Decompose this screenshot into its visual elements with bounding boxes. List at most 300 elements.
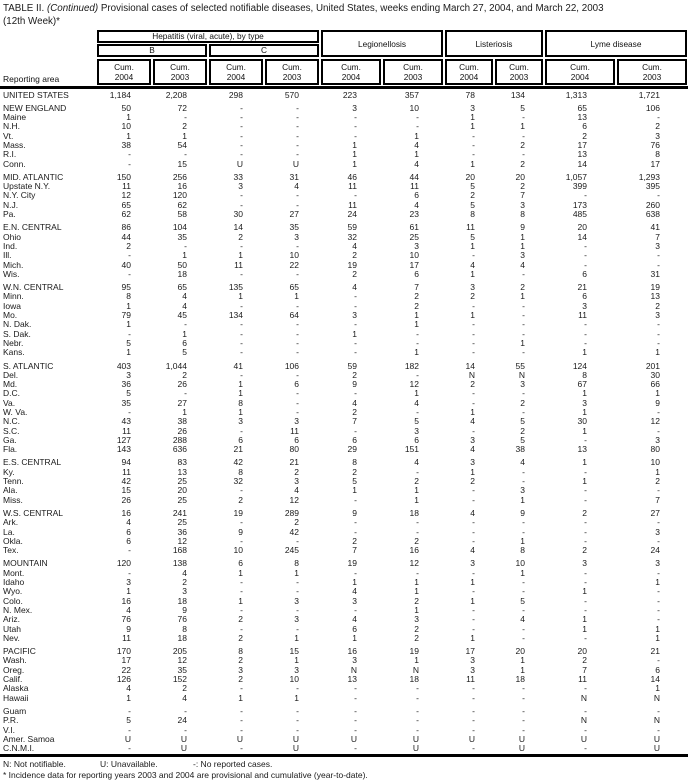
data-cell: 6	[414, 268, 419, 279]
data-cell: 22	[121, 664, 131, 675]
data-cell: 1	[294, 655, 299, 666]
data-cell: 1	[520, 567, 525, 578]
data-cell: 7	[582, 664, 587, 675]
data-cell: -	[657, 425, 660, 436]
col-header-cum-2003: Cum. 2003	[617, 59, 687, 85]
data-cell: -	[296, 199, 299, 210]
row-label: N.Y. City	[3, 191, 36, 201]
data-cell: 3	[470, 282, 475, 293]
row-label: N.J.	[3, 200, 19, 210]
data-cell: -	[354, 526, 357, 537]
data-cell: -	[472, 397, 475, 408]
data-cell: -	[354, 337, 357, 348]
data-cell: -	[240, 240, 243, 251]
data-cell: 3	[655, 434, 660, 445]
data-cell: 2	[520, 158, 525, 169]
data-cell: 83	[177, 457, 187, 468]
data-cell: -	[296, 190, 299, 201]
data-cell: 4	[470, 507, 475, 518]
data-cell: 2	[414, 632, 419, 643]
data-cell: 2	[352, 250, 357, 261]
data-cell: -	[416, 526, 419, 537]
data-cell: 21	[577, 282, 587, 293]
row-label: Wash.	[3, 656, 27, 666]
data-cell: 1	[414, 388, 419, 399]
data-cell: -	[354, 604, 357, 615]
data-cell: -	[472, 347, 475, 358]
data-cell: 35	[177, 664, 187, 675]
data-cell: 9	[520, 507, 525, 518]
data-cell: 9	[182, 604, 187, 615]
data-cell: 3	[655, 130, 660, 141]
legend-not-notifiable: N: Not notifiable.	[3, 759, 66, 770]
data-cell: -	[240, 190, 243, 201]
data-cell: 5	[126, 388, 131, 399]
data-cell: -	[240, 715, 243, 726]
data-cell: 27	[289, 209, 299, 220]
data-cell: 2,208	[165, 89, 187, 100]
col-header-cum-2004: Cum. 2004	[545, 59, 615, 85]
data-cell: 21	[650, 646, 660, 657]
data-cell: 5	[352, 476, 357, 487]
data-cell: -	[522, 692, 525, 703]
data-cell: 1	[352, 139, 357, 150]
data-cell: 17	[465, 646, 475, 657]
data-cell: 11	[348, 199, 357, 210]
data-cell: 3	[352, 595, 357, 606]
data-cell: -	[657, 535, 660, 546]
data-cell: 1	[470, 158, 475, 169]
data-cell: 6	[414, 434, 419, 445]
data-cell: N	[518, 369, 525, 380]
data-cell: 4	[470, 545, 475, 556]
data-cell: -	[184, 388, 187, 399]
data-cell: U	[236, 733, 243, 744]
data-cell: -	[472, 425, 475, 436]
data-cell: 4	[126, 517, 131, 528]
data-cell: -	[416, 683, 419, 694]
data-cell: -	[354, 567, 357, 578]
data-cell: -	[416, 724, 419, 735]
data-cell: -	[354, 291, 357, 302]
data-cell: -	[240, 139, 243, 150]
data-cell: -	[128, 158, 131, 169]
data-cell: -	[240, 121, 243, 132]
data-cell: 9	[238, 526, 243, 537]
data-cell: -	[472, 517, 475, 528]
data-cell: -	[584, 595, 587, 606]
data-cell: 38	[121, 139, 131, 150]
data-cell: -	[240, 130, 243, 141]
row-label: Ala.	[3, 486, 18, 496]
data-cell: -	[128, 268, 131, 279]
data-cell: 1,313	[565, 89, 587, 100]
data-cell: -	[522, 724, 525, 735]
data-cell: -	[240, 300, 243, 311]
data-cell: 1	[414, 604, 419, 615]
col-header-cum-2004: Cum. 2004	[321, 59, 381, 85]
data-cell: -	[128, 149, 131, 160]
data-cell: 26	[177, 379, 187, 390]
row-label: Hawaii	[3, 693, 29, 703]
data-cell: 2	[414, 595, 419, 606]
row-label: Upstate N.Y.	[3, 182, 51, 192]
data-cell: -	[240, 369, 243, 380]
row-label: P.R.	[3, 716, 19, 726]
data-cell: 13	[577, 112, 587, 123]
data-cell: -	[657, 517, 660, 528]
data-cell: -	[472, 604, 475, 615]
row-label: Oreg.	[3, 665, 25, 675]
data-cell: 6	[352, 623, 357, 634]
data-cell: 2	[238, 231, 243, 242]
data-cell: -	[584, 632, 587, 643]
data-cell: -	[184, 149, 187, 160]
data-cell: 1	[582, 425, 587, 436]
data-cell: U	[292, 743, 299, 754]
data-cell: 12	[409, 379, 419, 390]
data-cell: 1	[352, 485, 357, 496]
data-cell: -	[416, 705, 419, 716]
data-cell: N	[412, 664, 419, 675]
data-cell: 17	[121, 655, 131, 666]
data-cell: U	[653, 733, 660, 744]
data-cell: 2	[582, 130, 587, 141]
data-cell: -	[128, 407, 131, 417]
data-cell: -	[472, 705, 475, 716]
data-cell: 1	[414, 655, 419, 666]
data-cell: 6	[655, 664, 660, 675]
data-cell: 62	[177, 199, 187, 210]
data-cell: 10	[233, 545, 243, 556]
table-row	[0, 91, 688, 100]
data-cell: 2	[126, 240, 131, 251]
data-cell: -	[522, 112, 525, 123]
data-cell: -	[240, 623, 243, 634]
data-cell: -	[584, 319, 587, 330]
data-cell: -	[296, 397, 299, 408]
data-cell: -	[584, 259, 587, 270]
data-cell: U	[518, 733, 525, 744]
data-cell: 1,293	[638, 171, 660, 182]
col-header-cum-2004: Cum. 2004	[97, 59, 151, 85]
data-cell: 13	[347, 674, 357, 685]
data-cell: 1	[294, 291, 299, 302]
data-cell: -	[296, 102, 299, 113]
data-cell: 2	[414, 300, 419, 311]
row-label: Ark.	[3, 518, 19, 528]
data-cell: 15	[289, 646, 299, 657]
data-cell: 134	[228, 310, 243, 321]
data-cell: -	[657, 567, 660, 578]
data-cell: 17	[650, 158, 660, 169]
row-label: W.N. CENTRAL	[3, 283, 64, 293]
data-cell: 25	[177, 476, 187, 487]
data-cell: 5	[470, 181, 475, 192]
data-cell: 5	[126, 337, 131, 348]
data-cell: -	[522, 466, 525, 477]
data-cell: 143	[116, 444, 131, 455]
data-cell: 6	[182, 337, 187, 348]
data-cell: 31	[289, 171, 299, 182]
row-label: Minn.	[3, 292, 24, 302]
data-cell: 17	[577, 139, 587, 150]
data-cell: 1	[470, 310, 475, 321]
data-cell: N	[653, 692, 660, 703]
data-cell: 8	[470, 209, 475, 220]
col-header-cum-2003: Cum. 2003	[495, 59, 543, 85]
data-cell: 8	[126, 291, 131, 302]
data-cell: 8	[520, 209, 525, 220]
data-cell: 11	[122, 425, 131, 436]
data-cell: 20	[177, 485, 187, 496]
data-cell: -	[584, 485, 587, 496]
table-row	[0, 348, 688, 357]
data-cell: -	[522, 577, 525, 588]
data-cell: 59	[347, 360, 357, 371]
data-cell: 12	[289, 494, 299, 505]
data-cell: 1	[520, 121, 525, 132]
data-cell: 13	[577, 149, 587, 160]
data-cell: 35	[177, 231, 187, 242]
row-label: Pa.	[3, 210, 16, 220]
data-cell: 19	[650, 282, 660, 293]
data-cell: 4	[182, 692, 187, 703]
data-cell: 19	[347, 558, 357, 569]
table-body	[0, 89, 688, 754]
data-cell: 4	[352, 397, 357, 408]
data-cell: 5	[182, 347, 187, 358]
data-cell: 127	[116, 434, 131, 445]
data-cell: 95	[121, 282, 131, 293]
data-cell: 1	[582, 476, 587, 487]
data-cell: -	[522, 310, 525, 321]
data-cell: 1	[238, 388, 243, 399]
data-cell: 3	[126, 577, 131, 588]
data-cell: 65	[289, 282, 299, 293]
data-cell: 3	[238, 664, 243, 675]
data-cell: 636	[172, 444, 187, 455]
data-cell: 24	[177, 715, 187, 726]
footnotes	[0, 757, 688, 780]
data-cell: -	[522, 268, 525, 279]
data-cell: 3	[294, 231, 299, 242]
row-label: NEW ENGLAND	[3, 103, 67, 113]
data-cell: -	[522, 347, 525, 358]
data-cell: -	[240, 112, 243, 123]
data-cell: 1	[126, 300, 131, 311]
data-cell: 80	[289, 444, 299, 455]
data-cell: 29	[347, 444, 357, 455]
data-cell: 26	[121, 494, 131, 505]
data-cell: 50	[177, 259, 187, 270]
data-cell: 5	[414, 416, 419, 427]
data-cell: -	[584, 250, 587, 261]
data-cell: 5	[520, 434, 525, 445]
data-cell: -	[472, 715, 475, 726]
data-cell: -	[472, 388, 475, 399]
data-cell: 1	[470, 595, 475, 606]
data-cell: 25	[177, 517, 187, 528]
data-cell: U	[653, 743, 660, 754]
data-cell: -	[354, 683, 357, 694]
table-row	[0, 496, 688, 505]
data-cell: U	[292, 158, 299, 169]
data-cell: 7	[352, 416, 357, 427]
row-label: N. Dak.	[3, 320, 32, 330]
data-cell: -	[128, 545, 131, 556]
data-cell: -	[296, 369, 299, 380]
data-cell: -	[296, 300, 299, 311]
data-cell: -	[416, 567, 419, 578]
data-cell: 3	[520, 199, 525, 210]
data-cell: 4	[352, 240, 357, 251]
data-cell: 30	[233, 209, 243, 220]
data-cell: 4	[414, 139, 419, 150]
data-cell: 298	[228, 89, 243, 100]
data-cell: 168	[172, 545, 187, 556]
row-label: R.I.	[3, 150, 17, 160]
data-cell: 205	[172, 646, 187, 657]
row-label: Amer. Samoa	[3, 734, 55, 744]
row-label: Okla.	[3, 536, 23, 546]
data-cell: -	[657, 190, 660, 201]
data-cell: -	[240, 347, 243, 358]
data-cell: 3	[582, 558, 587, 569]
col-group-legionellosis: Legionellosis	[321, 30, 443, 57]
data-cell: 13	[650, 291, 660, 302]
data-cell: 1	[520, 240, 525, 251]
footnote-asterisk: * Incidence data for reporting years 2003 and 2004 are provisional and cumulative (year-to-date).	[3, 769, 368, 780]
data-cell: -	[657, 328, 660, 339]
data-cell: 36	[121, 379, 131, 390]
data-cell: -	[128, 724, 131, 735]
data-cell: 2	[182, 369, 187, 380]
data-cell: -	[296, 149, 299, 160]
data-cell: -	[296, 604, 299, 615]
data-cell: 1	[352, 158, 357, 169]
data-cell: -	[184, 724, 187, 735]
data-cell: 18	[409, 507, 419, 518]
data-cell: -	[296, 724, 299, 735]
data-cell: 1	[352, 149, 357, 160]
row-label: Idaho	[3, 578, 25, 588]
data-cell: 35	[121, 397, 131, 408]
row-label: MID. ATLANTIC	[3, 172, 64, 182]
data-cell: 2	[352, 535, 357, 546]
data-cell: -	[296, 130, 299, 141]
data-cell: 2	[352, 268, 357, 279]
data-cell: -	[240, 705, 243, 716]
data-cell: 22	[289, 259, 299, 270]
data-cell: 35	[289, 222, 299, 233]
data-cell: -	[296, 240, 299, 251]
title-week: (12th Week)*	[3, 15, 60, 27]
col-group-hep-b: B	[97, 44, 207, 57]
data-cell: 9	[352, 379, 357, 390]
data-cell: -	[354, 112, 357, 123]
data-cell: 4	[182, 300, 187, 311]
data-cell: 14	[577, 158, 587, 169]
data-cell: 4	[126, 604, 131, 615]
data-cell: -	[472, 724, 475, 735]
data-cell: 2	[414, 623, 419, 634]
data-cell: 67	[577, 379, 587, 390]
data-cell: 3	[582, 397, 587, 408]
data-cell: 1	[582, 623, 587, 634]
data-cell: U	[180, 733, 187, 744]
data-cell: -	[240, 724, 243, 735]
data-cell: 106	[284, 360, 299, 371]
data-cell: U	[350, 733, 357, 744]
data-cell: 4	[126, 683, 131, 694]
data-cell: -	[657, 595, 660, 606]
data-cell: -	[657, 586, 660, 597]
data-cell: 3	[520, 379, 525, 390]
data-cell: -	[240, 683, 243, 694]
data-cell: 1,721	[638, 89, 660, 100]
data-cell: -	[472, 614, 475, 625]
row-label: Maine	[3, 113, 27, 123]
data-cell: 1	[470, 407, 475, 417]
row-label: E.N. CENTRAL	[3, 223, 62, 233]
data-cell: -	[522, 715, 525, 726]
data-cell: 2	[238, 632, 243, 643]
data-cell: -	[416, 517, 419, 528]
data-cell: 2	[238, 655, 243, 666]
data-cell: 19	[347, 259, 357, 270]
data-cell: 15	[121, 485, 131, 496]
data-cell: -	[354, 494, 357, 505]
data-cell: 10	[289, 250, 299, 261]
data-cell: 10	[650, 457, 660, 468]
data-cell: 1	[582, 457, 587, 468]
row-label: Ohio	[3, 232, 21, 242]
data-cell: 2	[520, 181, 525, 192]
data-cell: -	[472, 250, 475, 261]
data-cell: -	[657, 319, 660, 330]
row-label: Kans.	[3, 348, 25, 358]
data-cell: 8	[182, 623, 187, 634]
data-cell: 6	[414, 190, 419, 201]
data-cell: 2	[470, 379, 475, 390]
data-cell: 20	[515, 646, 525, 657]
data-cell: 76	[650, 139, 660, 150]
data-cell: 6	[582, 268, 587, 279]
data-cell: 5	[126, 715, 131, 726]
col-group-hep-c: C	[209, 44, 319, 57]
row-label: Nebr.	[3, 338, 24, 348]
data-cell: 1	[126, 112, 131, 123]
data-cell: 1,044	[165, 360, 187, 371]
col-header-cum-2003: Cum. 2003	[153, 59, 207, 85]
data-cell: 30	[650, 369, 660, 380]
data-cell: -	[584, 743, 587, 754]
data-cell: 2	[520, 397, 525, 408]
data-cell: -	[584, 466, 587, 477]
row-label: W.S. CENTRAL	[3, 508, 63, 518]
row-label: Ind.	[3, 241, 18, 251]
data-cell: 135	[228, 282, 243, 293]
row-label: Nev.	[3, 633, 20, 643]
data-cell: -	[184, 112, 187, 123]
data-cell: -	[354, 705, 357, 716]
data-cell: 12	[650, 416, 660, 427]
data-cell: 1	[470, 577, 475, 588]
table-row	[0, 160, 688, 169]
data-cell: -	[240, 102, 243, 113]
data-cell: 1	[520, 664, 525, 675]
